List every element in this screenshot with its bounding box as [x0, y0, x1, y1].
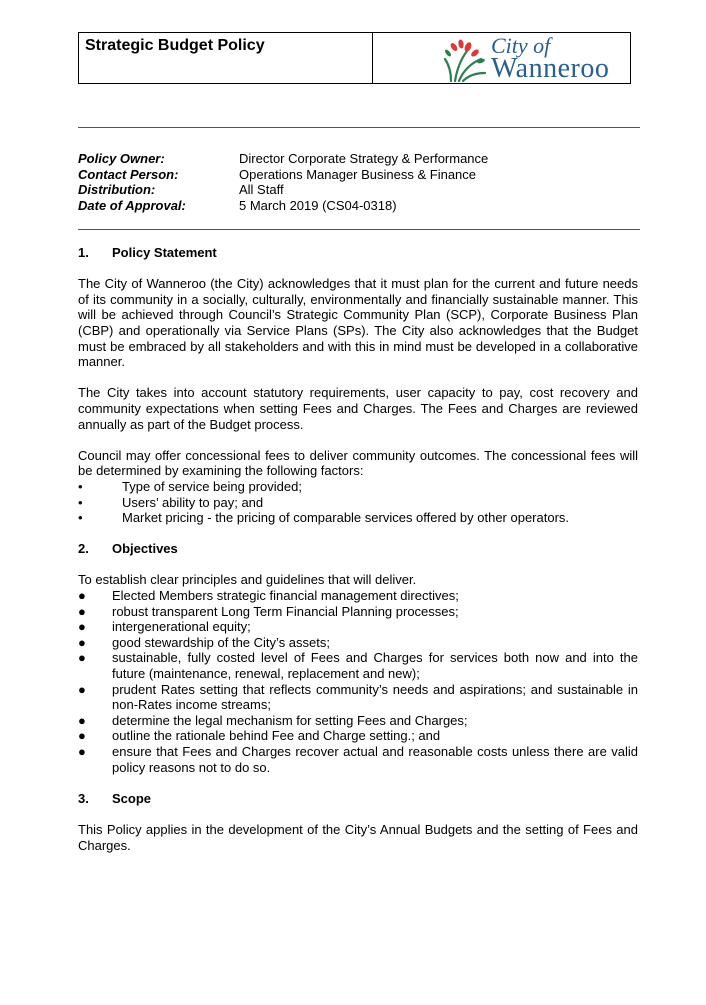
list-item: ● robust transparent Long Term Financial Planning processes; [78, 603, 459, 619]
paragraph: This Policy applies in the development of the City’s Annual Budgets and the setting of Fees and Charges. [78, 821, 638, 853]
list-item: ● Elected Members strategic financial management directives; [78, 588, 459, 604]
list-item: ● determine the legal mechanism for setting Fees and Charges; [78, 712, 468, 728]
section-number: 1. [78, 245, 89, 260]
divider-meta [78, 229, 640, 230]
list-item: • Market pricing - the pricing of comparable services offered by other operators. [78, 510, 570, 526]
meta-value: All Staff [239, 182, 284, 197]
list-item: ● prudent Rates setting that reflects community’s needs and aspirations; and sustainable in non-Rates income streams; [78, 681, 638, 713]
objectives-list [78, 588, 638, 775]
meta-row-contact [78, 167, 640, 183]
divider-top [78, 127, 640, 128]
list-item: ● sustainable, fully costed level of Fees and Charges for services both now and into the future (maintenance, renewal, replacement and new); [78, 650, 638, 682]
kangaroo-paw-logo-icon [441, 35, 489, 83]
paragraph: The City of Wanneroo (the City) acknowledges that it must plan for the current and future needs of its community in a socially, culturally, environmentally and financially sustainable manner. This will be achieved through Council’s Strategic Community Plan (SCP), Corporate Business Plan (CBP) and operationally via Service Plans (SPs). The City also acknowledges that the Budget must be embraced by all stakeholders and with this in mind must be developed in a collaborative manner. [78, 276, 638, 370]
section-heading-policy-statement [78, 245, 638, 261]
meta-label: Policy Owner: [78, 151, 165, 166]
paragraph: Council may offer concessional fees to deliver community outcomes. The concessional fees will be determined by examining the following factors: [78, 447, 638, 479]
section-number: 3. [78, 790, 89, 806]
header-table [78, 32, 631, 84]
meta-row-owner [78, 151, 640, 167]
paragraph: To establish clear principles and guidelines that will deliver. [78, 572, 417, 588]
section-heading-scope [78, 791, 638, 807]
meta-value: Director Corporate Strategy & Performance [239, 151, 489, 166]
factors-list [78, 479, 638, 526]
meta-value: Operations Manager Business & Finance [239, 166, 477, 182]
page-title: Strategic Budget Policy [79, 33, 373, 83]
city-logo [373, 33, 630, 83]
list-item: • Users’ ability to pay; and [78, 494, 264, 510]
section-title: Objectives [112, 541, 178, 557]
logo-text-wanneroo: Wanneroo [491, 53, 610, 84]
list-item: • Type of service being provided; [78, 478, 302, 494]
policy-metadata [78, 151, 640, 213]
section-number: 2. [78, 541, 89, 557]
section-title: Policy Statement [112, 245, 217, 260]
list-item: ● intergenerational equity; [78, 619, 251, 635]
list-item: ● good stewardship of the City’s assets; [78, 634, 330, 650]
section-title: Scope [112, 790, 152, 806]
list-item: ● outline the rationale behind Fee and Charge setting.; and [78, 728, 441, 744]
policy-body [78, 245, 638, 853]
list-item: ● ensure that Fees and Charges recover actual and reasonable costs unless there are valid policy reasons not to do so. [78, 744, 638, 775]
logo-text-city: City of [491, 33, 551, 58]
meta-row-distribution [78, 182, 640, 198]
paragraph: The City takes into account statutory requirements, user capacity to pay, cost recovery and community expectations when setting Fees and Charges. The Fees and Charges are reviewed annually as part of the Budget process. [78, 385, 638, 432]
meta-row-approval-date [78, 198, 640, 214]
meta-label: Distribution: [78, 182, 156, 197]
meta-label: Contact Person: [78, 166, 179, 182]
section-heading-objectives [78, 541, 638, 557]
meta-value: 5 March 2019 (CS04-0318) [239, 197, 397, 213]
meta-label: Date of Approval: [78, 197, 186, 213]
